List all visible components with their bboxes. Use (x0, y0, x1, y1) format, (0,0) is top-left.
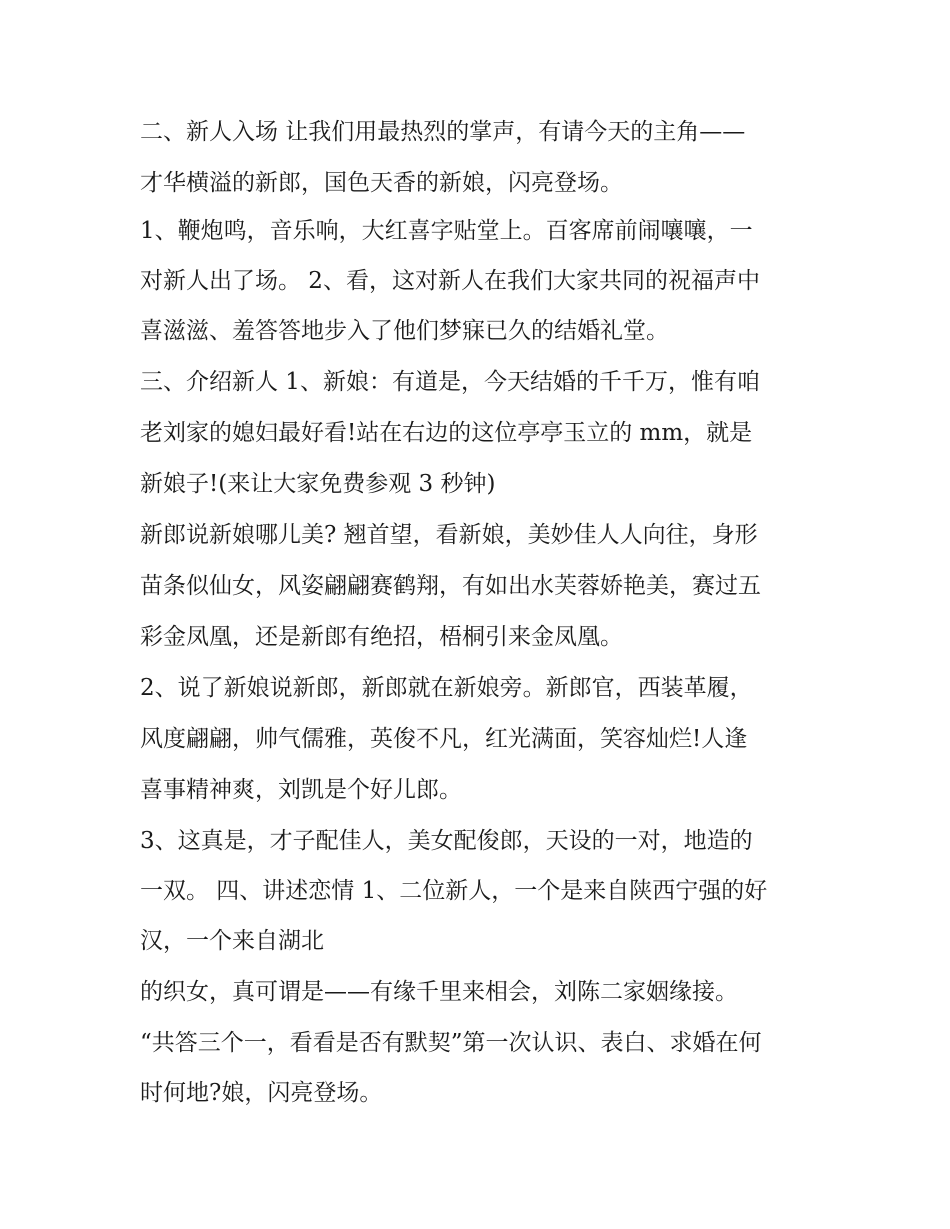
text-line: 新娘子!(来让大家免费参观 3 秒钟) (140, 471, 496, 497)
text-line: 一双。 四、讲述恋情 1、二位新人，一个是来自陕西宁强的好 (140, 878, 768, 904)
text-line: 新郎说新娘哪儿美? 翘首望，看新娘，美妙佳人人向往，身形 (140, 522, 758, 548)
text-line: 彩金凤凰，还是新郎有绝招，梧桐引来金凤凰。 (140, 624, 623, 650)
text-line: 汉，一个来自湖北 (140, 928, 324, 954)
text-line: “共答三个一，看看是否有默契”第一次认识、表白、求婚在何 (140, 1030, 762, 1056)
text-line: 对新人出了场。 2、看，这对新人在我们大家共同的祝福声中 (140, 268, 760, 294)
text-line: 2、说了新娘说新郎，新郎就在新娘旁。新郎官，西装革履， (140, 675, 753, 701)
text-line: 的织女，真可谓是——有缘千里来相会，刘陈二家姻缘接。 (140, 979, 738, 1005)
text-line: 时何地?娘，闪亮登场。 (140, 1080, 383, 1106)
text-line: 才华横溢的新郎，国色天香的新娘，闪亮登场。 (140, 170, 623, 196)
text-line: 1、鞭炮鸣，音乐响，大红喜字贴堂上。百客席前闹嚷嚷，一 (140, 218, 753, 244)
text-line: 二、新人入场 让我们用最热烈的掌声，有请今天的主角—— (140, 119, 746, 145)
text-line: 风度翩翩，帅气儒雅，英俊不凡，红光满面，笑容灿烂!人逢 (140, 726, 748, 752)
text-line: 三、介绍新人 1、新娘：有道是，今天结婚的千千万，惟有咱 (140, 369, 760, 395)
text-line: 喜滋滋、羞答答地步入了他们梦寐已久的结婚礼堂。 (140, 318, 669, 344)
text-line: 3、这真是，才子配佳人，美女配俊郎，天设的一对，地造的 (140, 828, 753, 854)
text-line: 老刘家的媳妇最好看!站在右边的这位亭亭玉立的 mm，就是 (140, 420, 753, 446)
text-line: 喜事精神爽，刘凯是个好儿郎。 (140, 777, 462, 803)
text-line: 苗条似仙女，风姿翩翩赛鹤翔，有如出水芙蓉娇艳美，赛过五 (140, 573, 761, 599)
